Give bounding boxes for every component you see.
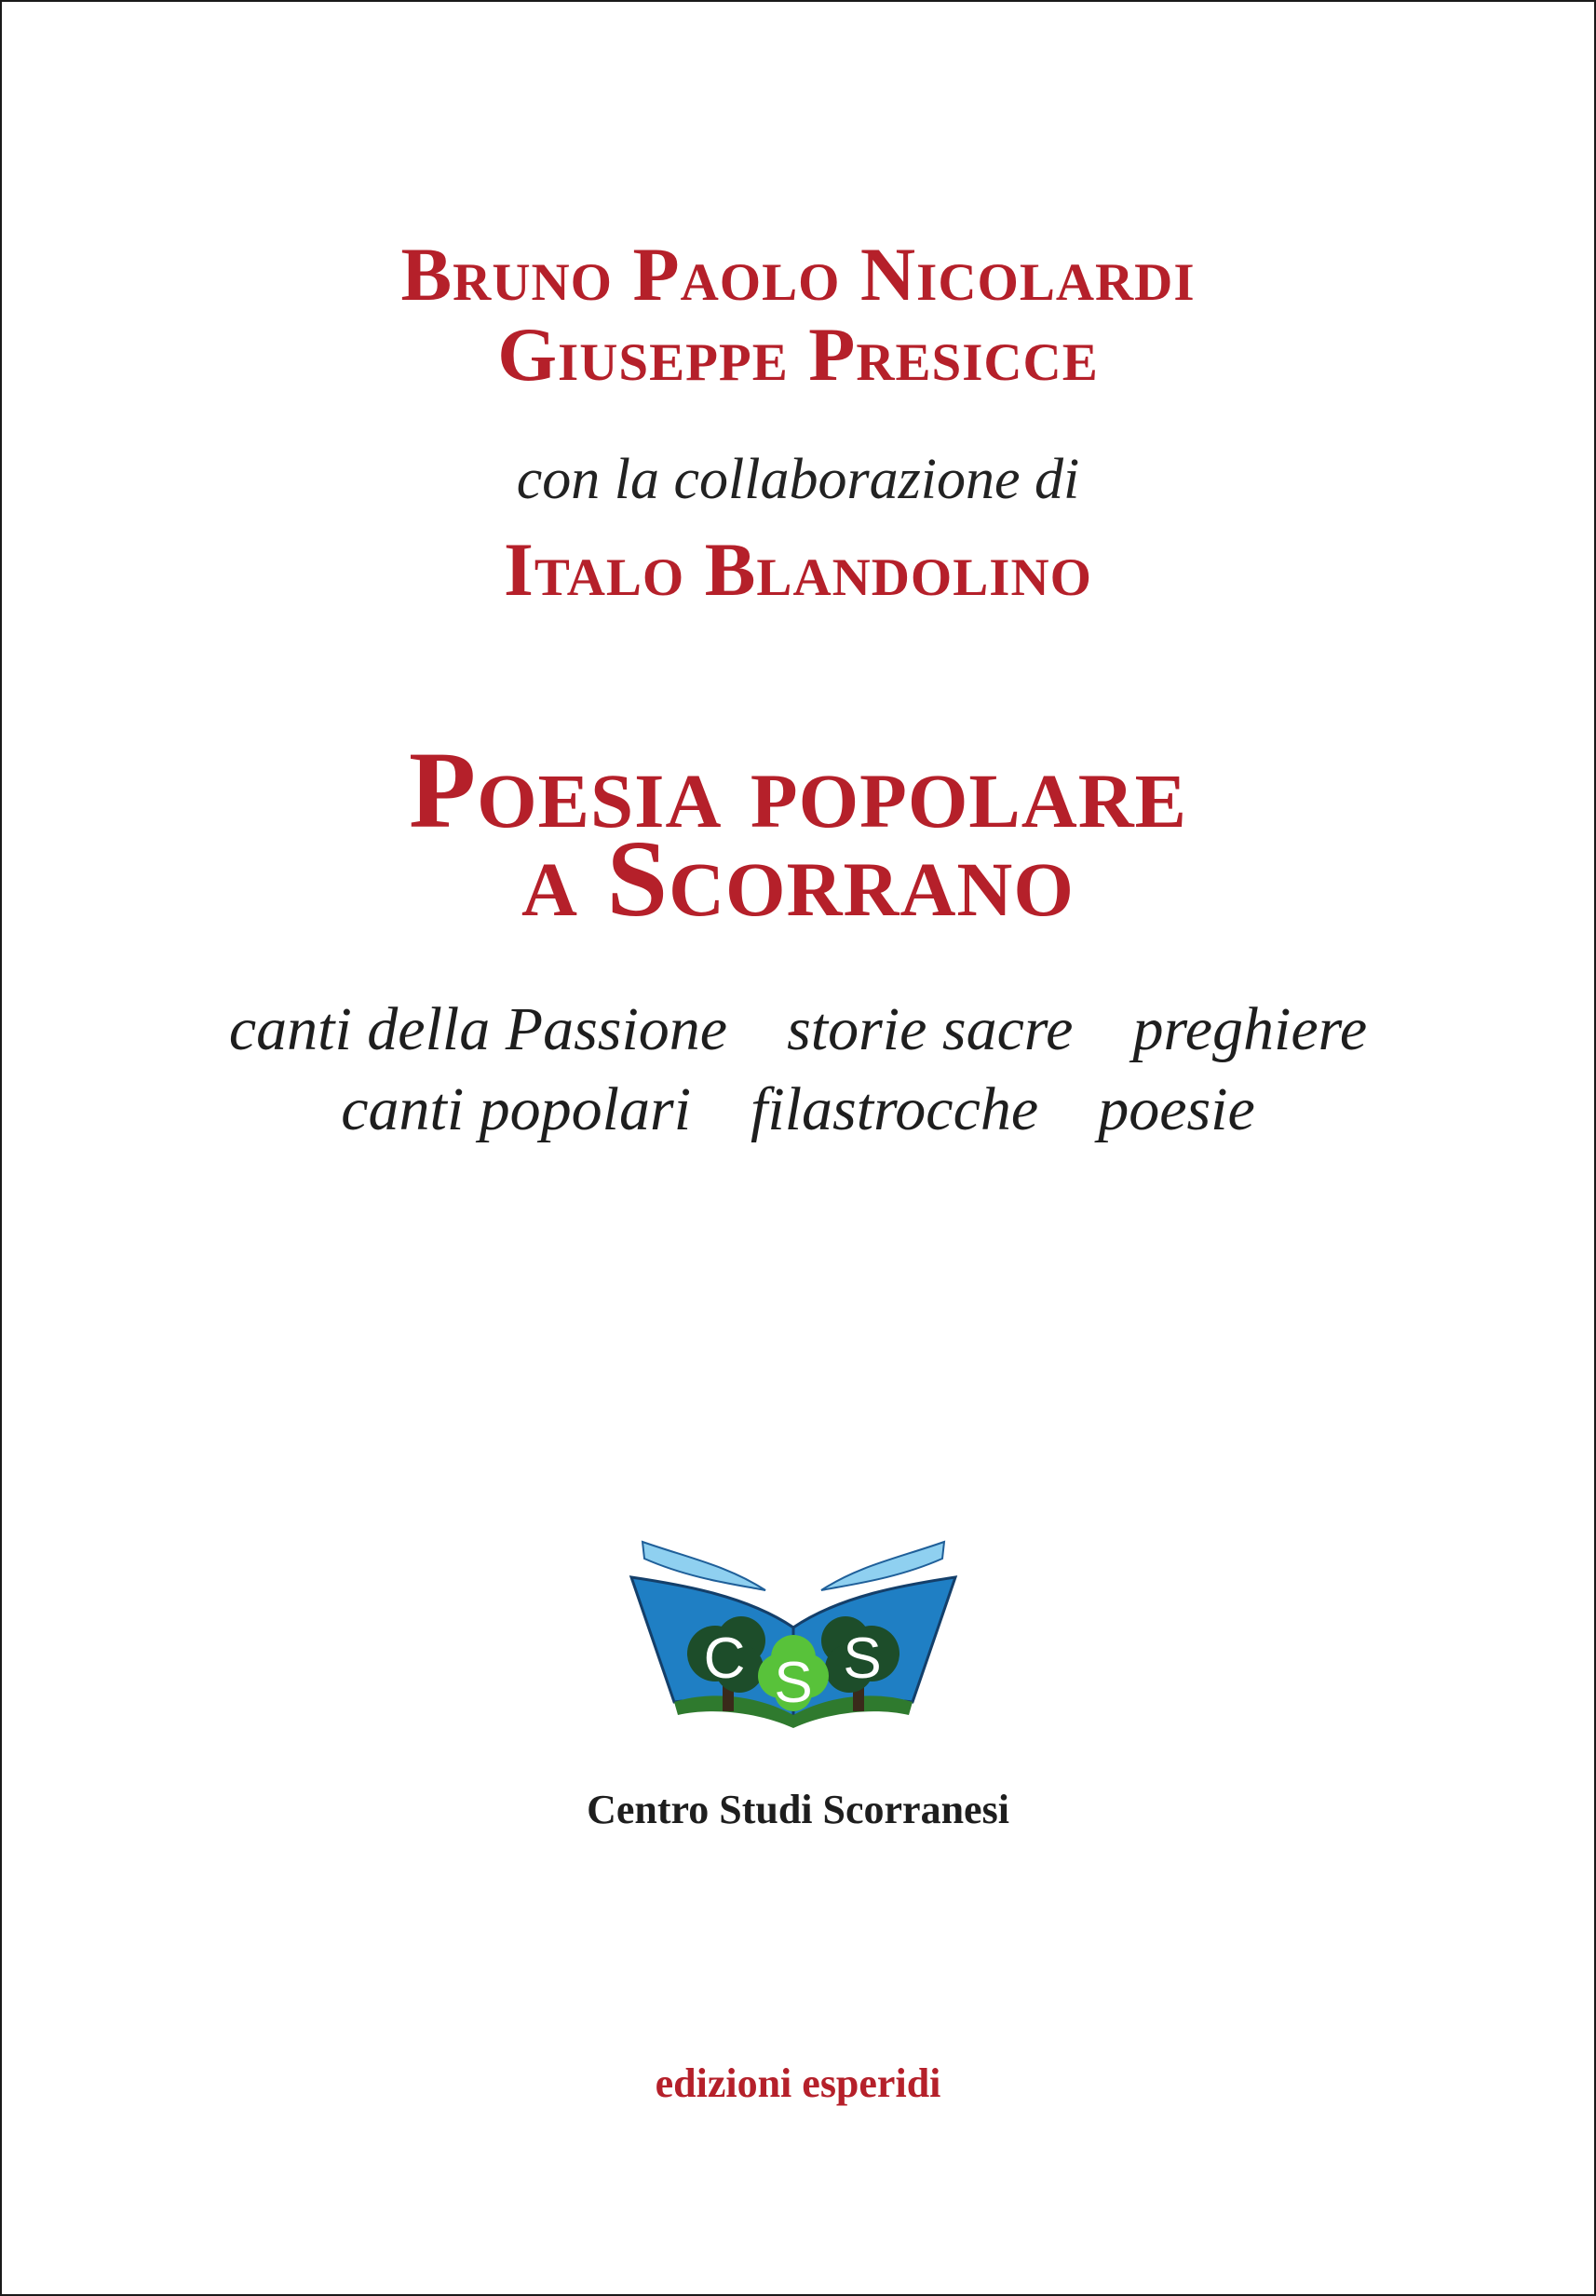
- subject-item: poesie: [1098, 1075, 1255, 1143]
- logo-letter: C: [703, 1627, 746, 1691]
- subject-item: canti della Passione: [228, 995, 728, 1063]
- author-name-2: Giuseppe Presicce: [497, 312, 1099, 397]
- author-name-1: Bruno Paolo Nicolardi: [400, 232, 1196, 317]
- subject-item: filastrocche: [751, 1075, 1039, 1143]
- subjects-row-1: [2, 993, 1594, 1067]
- book-title-line-1: Poesia popolare: [408, 729, 1188, 851]
- css-book-logo: [626, 1538, 961, 1743]
- subject-item: storie sacre: [787, 995, 1074, 1063]
- collaborator-name: Italo Blandolino: [504, 527, 1092, 612]
- collaboration-intro: con la collaborazione di: [516, 448, 1080, 511]
- subject-item: canti popolari: [341, 1075, 692, 1143]
- organization-name: Centro Studi Scorranesi: [587, 1787, 1009, 1832]
- subject-item: preghiere: [1132, 995, 1368, 1063]
- book-title-line-2: a Scorrano: [521, 817, 1075, 939]
- logo-letter: S: [843, 1627, 882, 1691]
- subjects-row-2: [2, 1073, 1594, 1147]
- publisher-name: edizioni esperidi: [655, 2060, 941, 2106]
- logo-letter: S: [774, 1651, 813, 1715]
